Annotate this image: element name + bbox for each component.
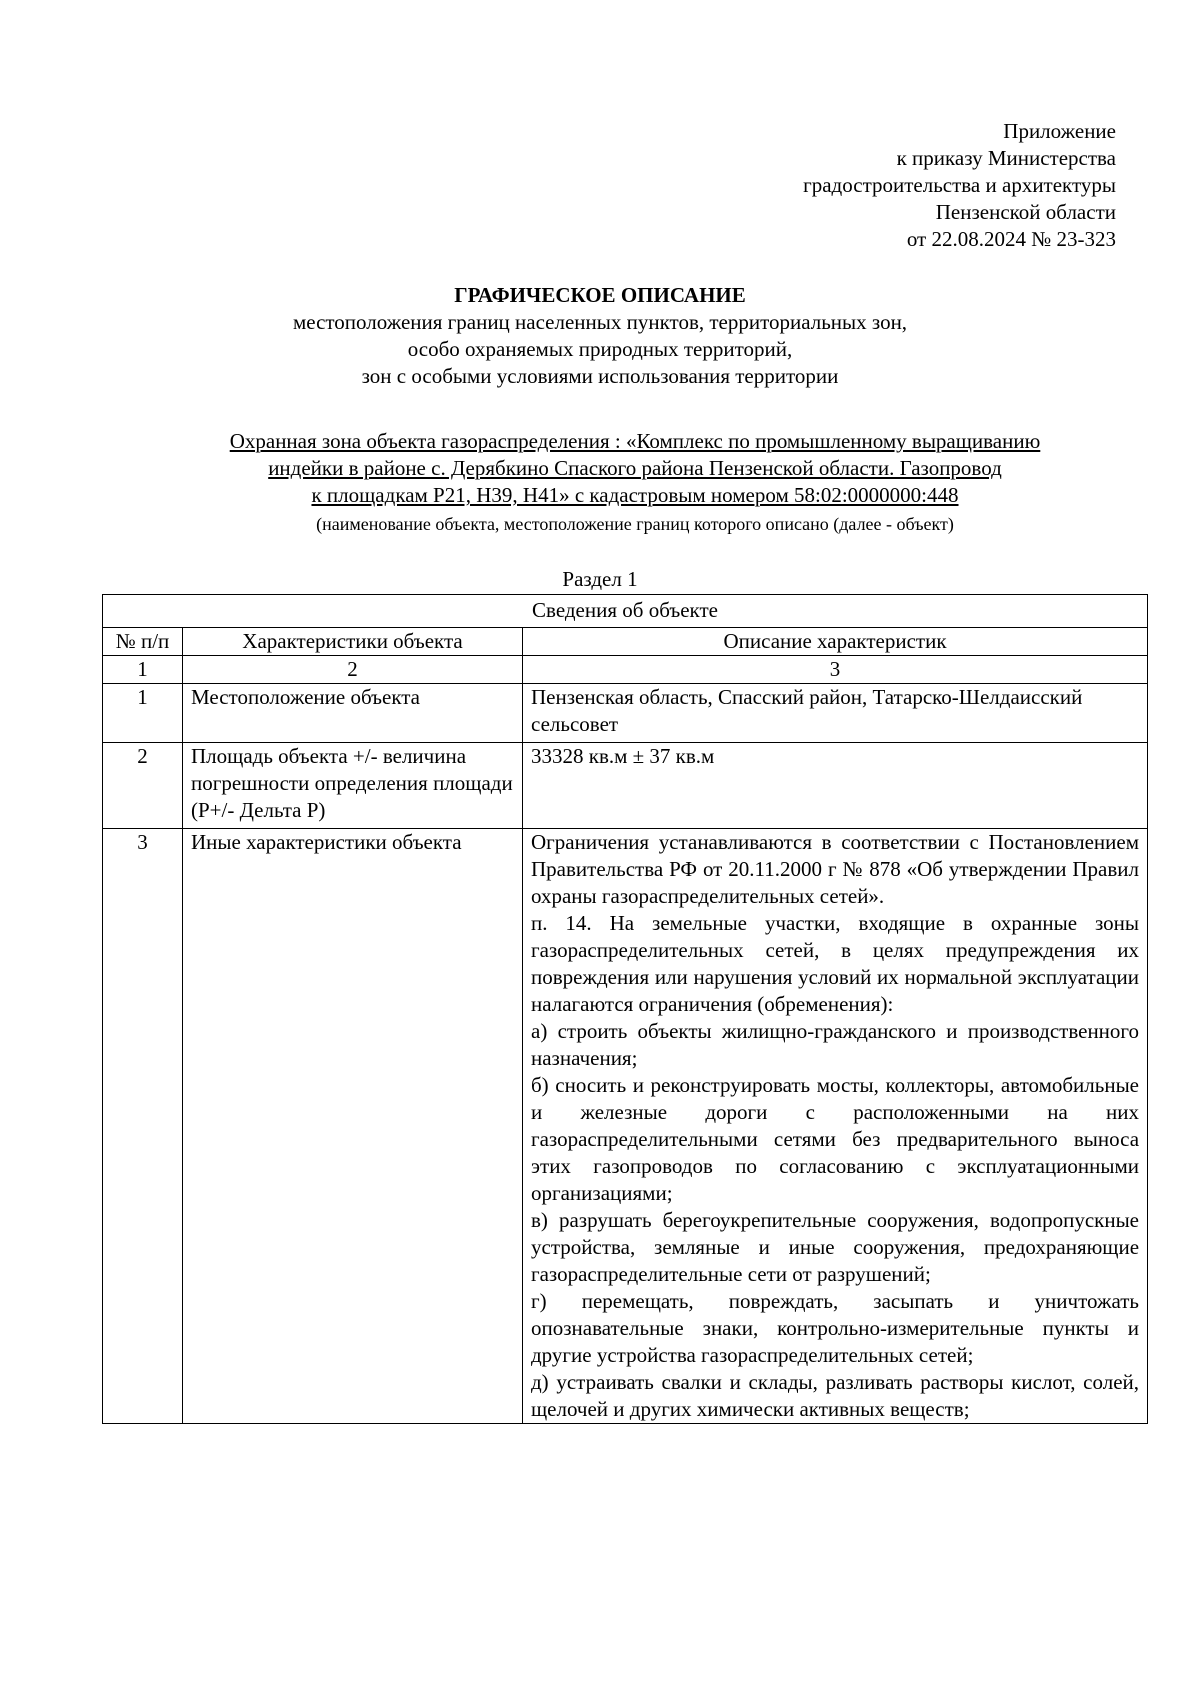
- column-number-cell: 3: [523, 656, 1148, 684]
- object-name-line: Охранная зона объекта газораспределения : «Комплекс по промышленному выращиванию: [229, 429, 1041, 453]
- row-description: [523, 829, 1148, 1424]
- table-title: Сведения об объекте: [103, 595, 1148, 628]
- restriction-paragraph: Ограничения устанавливаются в соответствии с Постановлением Правительства РФ от 20.11.2000 г № 878 «Об утверждении Правил охраны газораспределительных сетей».: [531, 830, 1140, 908]
- column-number-cell: 2: [183, 656, 523, 684]
- table-row: [103, 684, 1148, 743]
- subtitle-line: зон с особыми условиями использования территории: [361, 364, 839, 388]
- row-characteristic: Местоположение объекта: [183, 684, 523, 743]
- object-info-table: [102, 594, 1148, 1424]
- row-description: 33328 кв.м ± 37 кв.м: [523, 743, 1148, 829]
- column-number-cell: 1: [103, 656, 183, 684]
- header-cell-description: Описание характеристик: [523, 628, 1148, 656]
- section-label: Раздел 1: [562, 567, 638, 591]
- table-title-row: [103, 595, 1148, 628]
- header-cell-number: № п/п: [103, 628, 183, 656]
- appendix-block: [803, 118, 1116, 253]
- title-block: [0, 282, 1200, 390]
- row-description: Пензенская область, Спасский район, Татарско-Шелдаисский сельсовет: [523, 684, 1148, 743]
- row-number: 2: [103, 743, 183, 829]
- table-row: [103, 829, 1148, 1424]
- row-number: 3: [103, 829, 183, 1424]
- column-number-row: [103, 656, 1148, 684]
- restriction-item: д) устраивать свалки и склады, разливать растворы кислот, солей, щелочей и других химически активных веществ;: [531, 1370, 1140, 1421]
- row-number: 1: [103, 684, 183, 743]
- subtitle-line: особо охраняемых природных территорий,: [407, 337, 793, 361]
- object-name-block: [150, 428, 1120, 537]
- row-characteristic: Площадь объекта +/- величина погрешности определения площади (Р+/- Дельта Р): [183, 743, 523, 829]
- object-name-line: к площадкам Р21, Н39, Н41» с кадастровым номером 58:02:0000000:448: [311, 483, 959, 507]
- appendix-line: Пензенской области: [935, 200, 1116, 224]
- object-name-line: индейки в районе с. Дерябкино Спаского района Пензенской области. Газопровод: [268, 456, 1002, 480]
- appendix-date-number: от 22.08.2024 № 23-323: [906, 227, 1116, 251]
- appendix-line: Приложение: [1003, 119, 1116, 143]
- restriction-item: а) строить объекты жилищно-гражданского и производственного назначения;: [531, 1019, 1140, 1070]
- table-row: [103, 743, 1148, 829]
- restriction-item: в) разрушать берегоукрепительные сооружения, водопропускные устройства, земляные и иные сооружения, предохраняющие газораспределительные сети от разрушений;: [531, 1208, 1140, 1286]
- row-characteristic: Иные характеристики объекта: [183, 829, 523, 1424]
- appendix-line: к приказу Министерства: [896, 146, 1116, 170]
- restriction-item: б) сносить и реконструировать мосты, коллекторы, автомобильные и железные дороги с расположенными на них газораспределительными сетями без предварительного выноса этих газопроводов по согласованию с эксплуатационными организациями;: [531, 1073, 1140, 1205]
- header-cell-characteristic: Характеристики объекта: [183, 628, 523, 656]
- table-header-row: [103, 628, 1148, 656]
- appendix-line: градостроительства и архитектуры: [803, 173, 1116, 197]
- subtitle-line: местоположения границ населенных пунктов, территориальных зон,: [292, 310, 908, 334]
- document-title: ГРАФИЧЕСКОЕ ОПИСАНИЕ: [454, 283, 746, 307]
- restriction-item: г) перемещать, повреждать, засыпать и уничтожать опознавательные знаки, контрольно-измерительные пункты и другие устройства газораспределительных сетей;: [531, 1289, 1140, 1367]
- restriction-paragraph: п. 14. На земельные участки, входящие в охранные зоны газораспределительных сетей, в целях предупреждения их повреждения или нарушения условий их нормальной эксплуатации налагаются ограничения (обременения):: [531, 911, 1140, 1016]
- object-name-note: (наименование объекта, местоположение границ которого описано (далее - объект): [316, 514, 954, 534]
